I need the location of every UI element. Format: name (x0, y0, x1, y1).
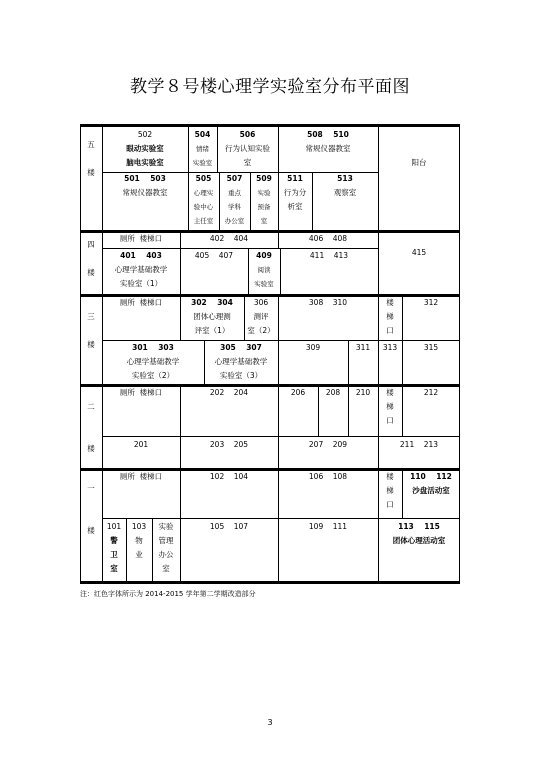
divider (378, 124, 379, 230)
room-212: 212 (423, 388, 439, 397)
room-505: 505 (195, 174, 212, 183)
floor1-stairway: 楼 梯 口 (386, 472, 394, 509)
room-507-name: 重点 学科 办公室 (224, 189, 245, 225)
room-415: 415 (411, 248, 427, 257)
room-305-name: 心理学基础教学 实验室（3） (214, 357, 268, 380)
room-211-213: 211 213 (399, 440, 439, 449)
room-312: 312 (423, 298, 439, 307)
room-110-112: 110 112 (410, 472, 452, 481)
room-101: 101 (106, 522, 122, 531)
room-504-name: 情绪 实验室 (192, 145, 213, 167)
corridor-line (102, 436, 460, 437)
floor-label-1: 一 楼 (87, 484, 95, 535)
room-411-413: 411 413 (309, 251, 349, 260)
floor2-restroom-stairs: 厕所 楼梯口 (119, 388, 163, 397)
floor-plan (80, 124, 460, 584)
floor3-restroom-stairs: 厕所 楼梯口 (119, 298, 163, 307)
room-511-name: 行为分 析室 (283, 188, 307, 211)
room-113-name: 团体心理活动室 (392, 536, 446, 545)
room-106-108: 106 108 (308, 472, 348, 481)
room-511: 511 (287, 174, 303, 183)
room-513-name: 观察室 (333, 188, 357, 197)
room-113-115: 113 115 (398, 522, 440, 531)
room-315: 315 (423, 343, 439, 352)
room-501-503: 501 503 (124, 174, 166, 183)
room-208: 208 (325, 388, 341, 397)
room-105-107: 105 107 (209, 522, 249, 531)
floor4-restroom-stairs: 厕所 楼梯口 (119, 234, 163, 243)
page-title: 教学８号楼心理学实验室分布平面图 (130, 77, 410, 97)
room-302-304: 302 304 (191, 298, 233, 307)
room-504: 504 (194, 130, 211, 139)
room-308-310: 308 310 (308, 298, 348, 307)
room-203-205: 203 205 (209, 440, 249, 449)
room-206: 206 (290, 388, 306, 397)
room-306: 306 (253, 298, 269, 307)
room-405-407: 405 407 (194, 251, 234, 260)
room-306-name: 测评 室（2） (247, 312, 275, 335)
footnote: 注：红色字体所示为 2014-2015 学年第二学期改造部分 (80, 590, 256, 598)
room-401-403: 401 403 (120, 251, 162, 260)
room-406-408: 406 408 (308, 234, 348, 243)
room-201: 201 (133, 440, 149, 449)
floor3-stairway: 楼 梯 口 (386, 298, 394, 335)
floor-label-3: 三 楼 (87, 312, 95, 349)
floor1-restroom-stairs: 厕所 楼梯口 (119, 472, 163, 481)
floor-label-4: 四 楼 (87, 240, 95, 277)
floor2-stairway: 楼 梯 口 (386, 388, 394, 425)
floor-divider (80, 581, 460, 584)
room-210: 210 (355, 388, 371, 397)
room-513: 513 (337, 174, 353, 183)
room-501-name: 常规仪器教室 (122, 188, 168, 197)
room-lab-admin: 实验 管理 办公 室 (158, 522, 174, 573)
room-509: 509 (256, 174, 272, 183)
balcony: 阳台 (411, 158, 427, 167)
room-301-name: 心理学基础教学 实验室（2） (126, 357, 180, 380)
room-202-204: 202 204 (209, 388, 249, 397)
room-402-404: 402 404 (209, 234, 249, 243)
room-313: 313 (382, 343, 398, 352)
divider (378, 230, 379, 294)
room-505-name: 心理实 验中心 主任室 (193, 189, 214, 225)
room-302-name: 团体心理测 评室（1） (193, 312, 231, 335)
room-508-name: 常规仪器教室 (305, 144, 351, 153)
room-509-name: 实验 预备 室 (257, 189, 271, 225)
room-502: 502 (137, 130, 153, 139)
room-110-name: 沙盘活动室 (412, 486, 450, 495)
room-103: 103 (131, 522, 147, 531)
room-401-name: 心理学基础教学 实验室（1） (114, 265, 168, 288)
room-409: 409 (256, 251, 272, 260)
room-301-303: 301 303 (132, 343, 174, 352)
room-508-510: 508 510 (307, 130, 349, 139)
floor-label-5: 五 楼 (87, 140, 95, 177)
floor-divider (80, 124, 460, 127)
room-103-name: 物 业 (135, 536, 143, 559)
room-305-307: 305 307 (220, 343, 262, 352)
room-409-name: 阅读 实验室 (254, 266, 274, 288)
room-102-104: 102 104 (209, 472, 249, 481)
room-101-name: 警 卫 室 (110, 536, 118, 573)
corridor-line (102, 518, 460, 519)
room-502-name: 眼动实验室 脑电实验室 (126, 144, 164, 167)
room-311: 311 (355, 343, 371, 352)
page-number: 3 (267, 718, 273, 727)
room-207-209: 207 209 (308, 440, 348, 449)
floor-label-2: 二 楼 (87, 402, 95, 453)
room-507: 507 (226, 174, 243, 183)
room-506: 506 (239, 130, 256, 139)
room-109-111: 109 111 (308, 522, 348, 531)
room-506-name: 行为认知实验 室 (225, 144, 270, 167)
room-309: 309 (305, 343, 321, 352)
